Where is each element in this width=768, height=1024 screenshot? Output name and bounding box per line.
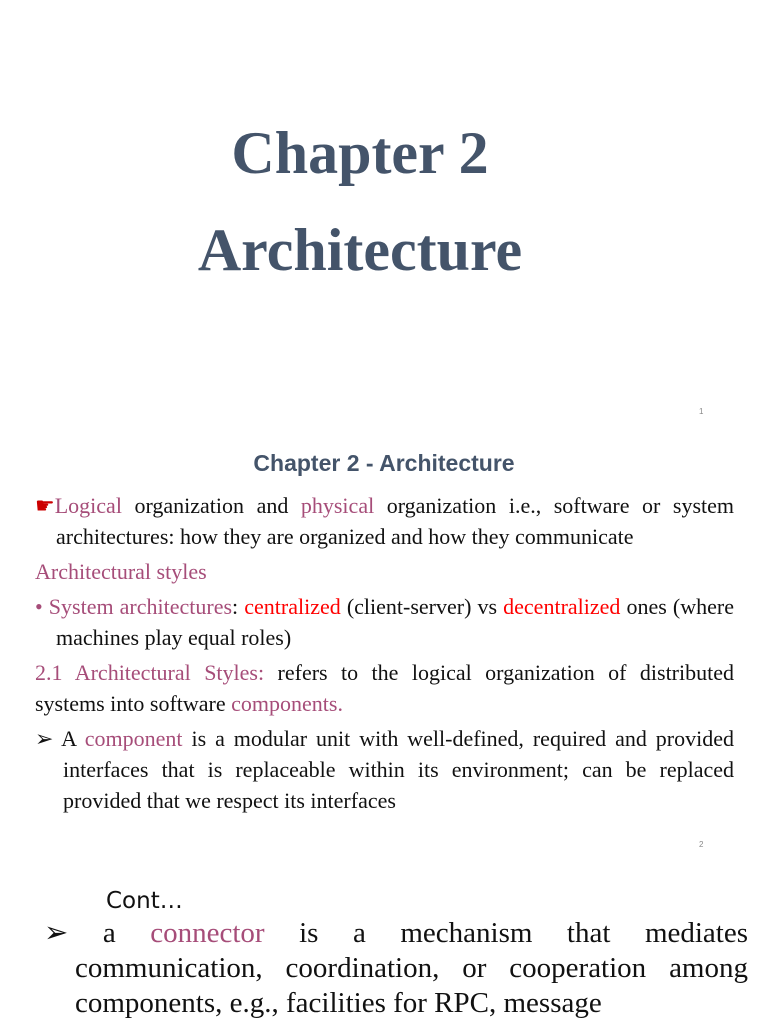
keyword-components: components. — [231, 691, 343, 716]
paragraph-system-architectures — [35, 591, 734, 653]
text-segment: is a mechanism that mediates communication, coordination, or cooperation among components, e.g., facilities for RPC, message — [75, 917, 749, 1019]
text-segment: : — [232, 594, 245, 619]
slide-title: Chapter 2 - Architecture — [253, 450, 515, 476]
slide-page-number: 2 — [699, 840, 704, 849]
slide-page-number: 1 — [699, 407, 704, 416]
text-segment: is a modular unit with well-defined, required and provided interfaces that is replaceable within its environment; can be replaced provided that we respect its interfaces — [63, 726, 734, 813]
keyword-component: component — [84, 726, 183, 751]
slide-3 — [0, 864, 768, 1024]
arrow-bullet-icon: ➢ — [44, 917, 69, 949]
heading-architectural-styles: Architectural styles — [35, 559, 207, 584]
text-segment: A — [53, 726, 85, 751]
slide-1 — [0, 0, 768, 432]
text-segment: a — [68, 917, 151, 949]
slide-body — [44, 916, 748, 1021]
keyword-centralized: centralized — [244, 594, 341, 619]
text-segment: refers to the logical organization of distributed systems into software — [35, 660, 734, 716]
keyword-decentralized: decentralized — [503, 594, 621, 619]
slide-title-line-2: Architecture — [197, 217, 523, 283]
text-segment: organization i.e., software or system architectures: how they are organized and how they communicate — [56, 493, 734, 549]
keyword-connector: connector — [150, 917, 265, 949]
text-segment: organization and — [121, 493, 301, 518]
keyword-logical: Logical — [54, 493, 122, 518]
text-segment: ones (where machines play equal roles) — [56, 594, 734, 650]
slide-title-line-1: Chapter 2 — [231, 120, 489, 186]
text-segment: (client-server) vs — [340, 594, 504, 619]
keyword-system-architectures: System architectures — [48, 594, 233, 619]
pointing-hand-icon: ☛ — [35, 493, 55, 518]
paragraph-logical-physical — [35, 490, 734, 552]
paragraph-connector-definition — [44, 916, 748, 1021]
paragraph-component-definition — [35, 723, 734, 816]
slide-title: Cont… — [106, 888, 183, 914]
paragraph-architectural-styles-definition — [35, 657, 734, 719]
slide-body — [35, 490, 734, 816]
keyword-physical: physical — [300, 493, 375, 518]
keyword-section-2-1: 2.1 Architectural Styles: — [35, 660, 265, 685]
slide-2 — [0, 432, 768, 864]
arrow-bullet-icon: ➢ — [35, 726, 54, 751]
bullet-icon: • — [35, 594, 43, 619]
